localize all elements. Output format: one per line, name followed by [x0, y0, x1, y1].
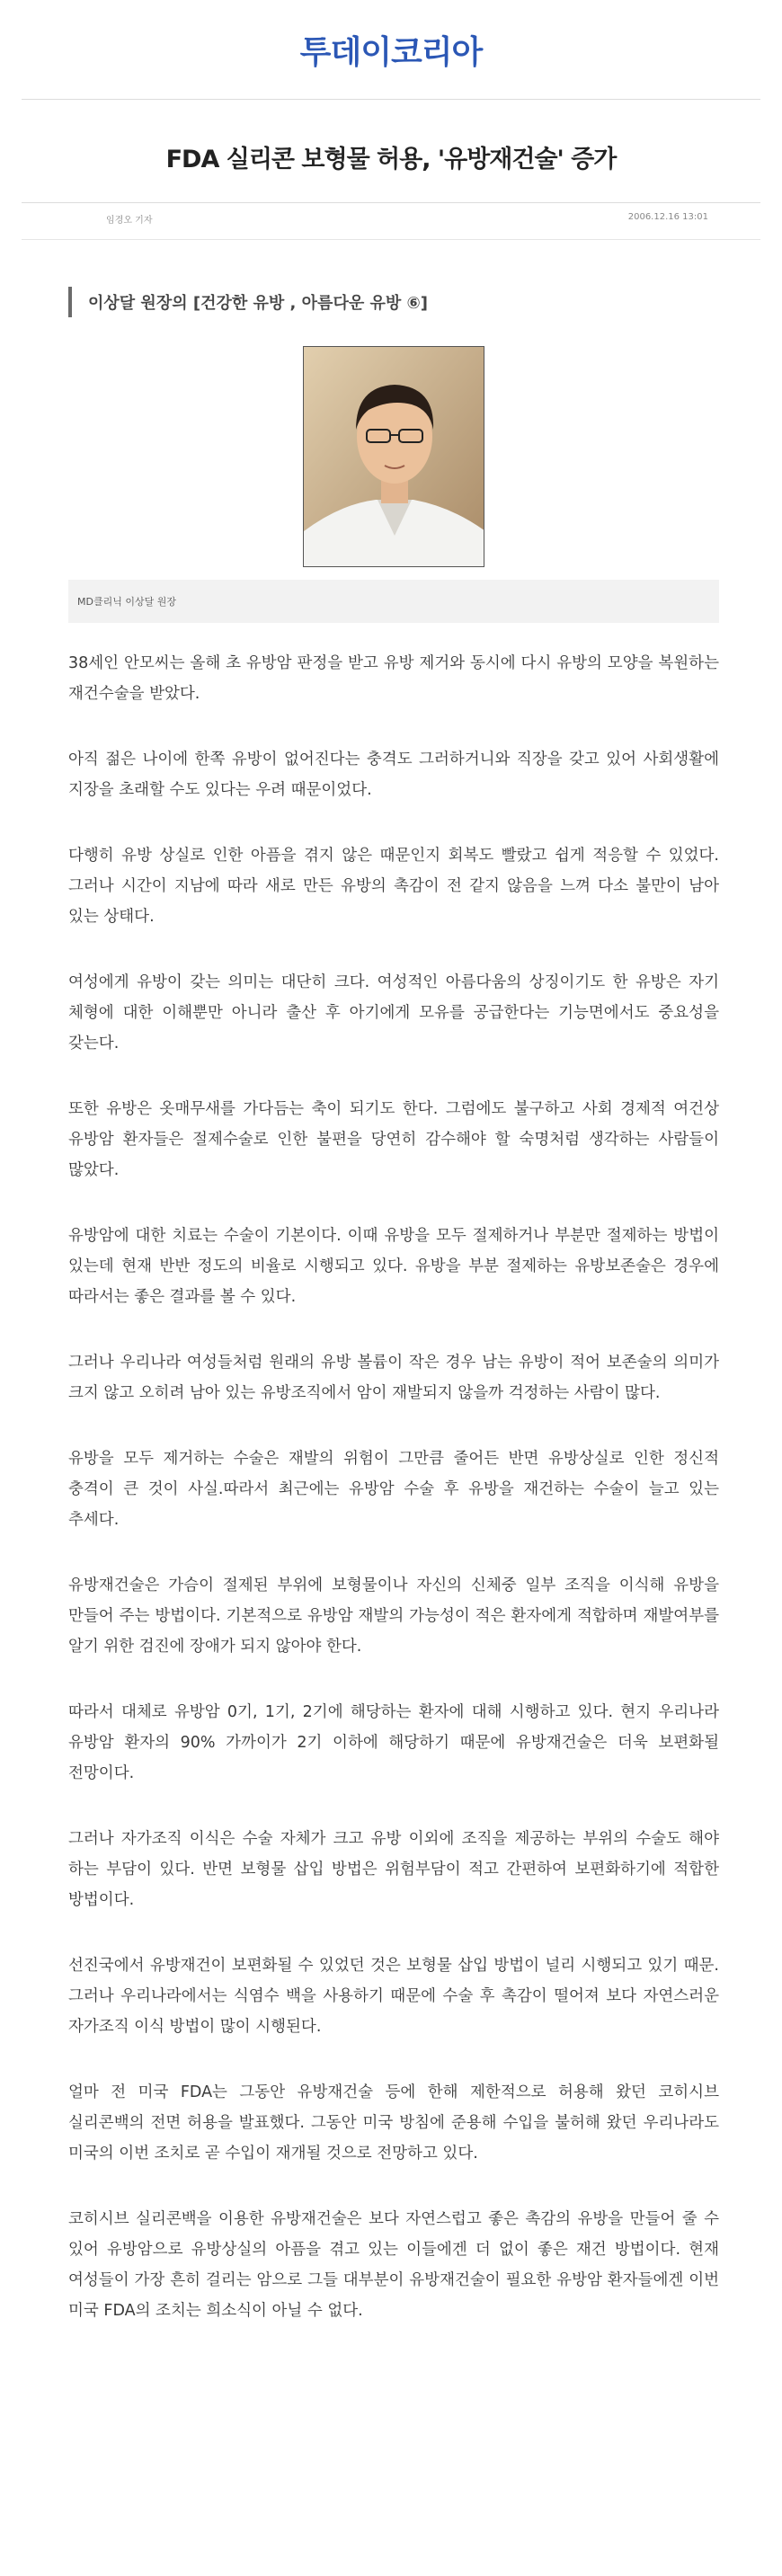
article-paragraph: 38세인 안모씨는 올해 초 유방암 판정을 받고 유방 제거와 동시에 다시 유방의 모양을 복원하는 재건수술을 받았다.: [68, 654, 719, 703]
site-logo[interactable]: 투데이코리아: [299, 33, 483, 71]
article-paragraph: 유방을 모두 제거하는 수술은 재발의 위험이 그만큼 줄어든 반면 유방상실로 인한 정신적 충격이 큰 것이 사실.따라서 최근에는 유방암 수술 후 유방을 재건하는 수술이 늘고 있는 추세다.: [68, 1450, 719, 1529]
site-header: [0, 0, 782, 100]
article-paragraph: 유방암에 대한 치료는 수술이 기본이다. 이때 유방을 모두 절제하거나 부분만 절제하는 방법이 있는데 현재 반반 정도의 비율로 시행되고 있다. 유방을 부분 절제하는 유방보존술은 경우에 따라서는 좋은 결과를 볼 수 있다.: [68, 1227, 719, 1306]
article-paragraph: 다행히 유방 상실로 인한 아픔을 겪지 않은 때문인지 회복도 빨랐고 쉽게 적응할 수 있었다. 그러나 시간이 지남에 따라 새로 만든 유방의 촉감이 전 같지 않음을 느껴 다소 불만이 남아 있는 상태다.: [68, 847, 719, 926]
column-title: 이상달 원장의 [건강한 유방 , 아름다운 유방 ⑥]: [68, 287, 719, 317]
publish-date: 2006.12.16 13:01: [627, 212, 708, 222]
article-paragraph: 여성에게 유방이 갖는 의미는 대단히 크다. 여성적인 아름다움의 상징이기도 한 유방은 자기 체형에 대한 이해뿐만 아니라 출산 후 아기에게 모유를 공급한다는 기능면에서도 중요성을 갖는다.: [68, 973, 719, 1053]
article-paragraph: 아직 젊은 나이에 한쪽 유방이 없어진다는 충격도 그러하거니와 직장을 갖고 있어 사회생활에 지장을 초래할 수도 있다는 우려 때문이었다.: [68, 751, 719, 799]
article-paragraph: 또한 유방은 옷매무새를 가다듬는 축이 되기도 한다. 그럼에도 불구하고 사회 경제적 여건상 유방암 환자들은 절제수술로 인한 불편을 당연히 감수해야 할 숙명처럼 생각하는 사람들이 많았다.: [68, 1100, 719, 1179]
article-paragraph: 따라서 대체로 유방암 0기, 1기, 2기에 해당하는 환자에 대해 시행하고 있다. 현지 우리나라 유방암 환자의 90% 가까이가 2기 이하에 해당하기 때문에 유방재건술은 더욱 보편화될 전망이다.: [68, 1703, 719, 1782]
article-paragraph: 유방재건술은 가슴이 절제된 부위에 보형물이나 자신의 신체중 일부 조직을 이식해 유방을 만들어 주는 방법이다. 기본적으로 유방암 재발의 가능성이 적은 환자에게 적합하며 재발여부를 알기 위한 검진에 장애가 되지 않아야 한다.: [68, 1577, 719, 1656]
article-paragraphs: [68, 648, 719, 2326]
article-paragraph: 코히시브 실리콘백을 이용한 유방재건술은 보다 자연스럽고 좋은 촉감의 유방을 만들어 줄 수 있어 유방암으로 유방상실의 아픔을 겪고 있는 이들에겐 더 없이 좋은 재건 방법이다. 현재 여성들이 가장 흔히 걸리는 암으로 그들 대부분이 유방재건술이 필요한 유방암 환자들에겐 이번 미국 FDA의 조치는 희소식이 아닐 수 없다.: [68, 2210, 719, 2320]
meta-divider: [22, 239, 760, 240]
article-paragraph: 그러나 우리나라 여성들처럼 원래의 유방 볼륨이 작은 경우 남는 유방이 적어 보존술의 의미가 크지 않고 오히려 남아 있는 유방조직에서 암이 재발되지 않을까 걱정하는 사람이 많다.: [68, 1354, 719, 1402]
article-paragraph: 선진국에서 유방재건이 보편화될 수 있었던 것은 보형물 삽입 방법이 널리 시행되고 있기 때문. 그러나 우리나라에서는 식염수 백을 사용하기 때문에 수술 후 촉감이 떨어져 보다 자연스러운 자가조직 이식 방법이 많이 시행된다.: [68, 1957, 719, 2036]
photo-caption: MD클리닉 이상달 원장: [68, 580, 719, 623]
article-body: [0, 287, 782, 2326]
doctor-portrait: [303, 346, 484, 567]
article-headline: FDA 실리콘 보형물 허용, '유방재건술' 증가: [165, 146, 617, 173]
article-paragraph: 얼마 전 미국 FDA는 그동안 유방재건술 등에 한해 제한적으로 허용해 왔던 코히시브 실리콘백의 전면 허용을 발표했다. 그동안 미국 방침에 준용해 수입을 불허해 왔던 우리나라도 미국의 이번 조치로 곧 수입이 재개될 것으로 전망하고 있다.: [68, 2083, 719, 2163]
logo-container: [0, 0, 782, 99]
article-paragraph: 그러나 자가조직 이식은 수술 자체가 크고 유방 이외에 조직을 제공하는 부위의 수술도 해야 하는 부담이 있다. 반면 보형물 삽입 방법은 위험부담이 적고 간편하여 보편화하기에 적합한 방법이다.: [68, 1830, 719, 1909]
photo-container: [68, 346, 719, 567]
author-name: 임경오 기자: [106, 216, 153, 226]
article-meta: [0, 203, 782, 239]
